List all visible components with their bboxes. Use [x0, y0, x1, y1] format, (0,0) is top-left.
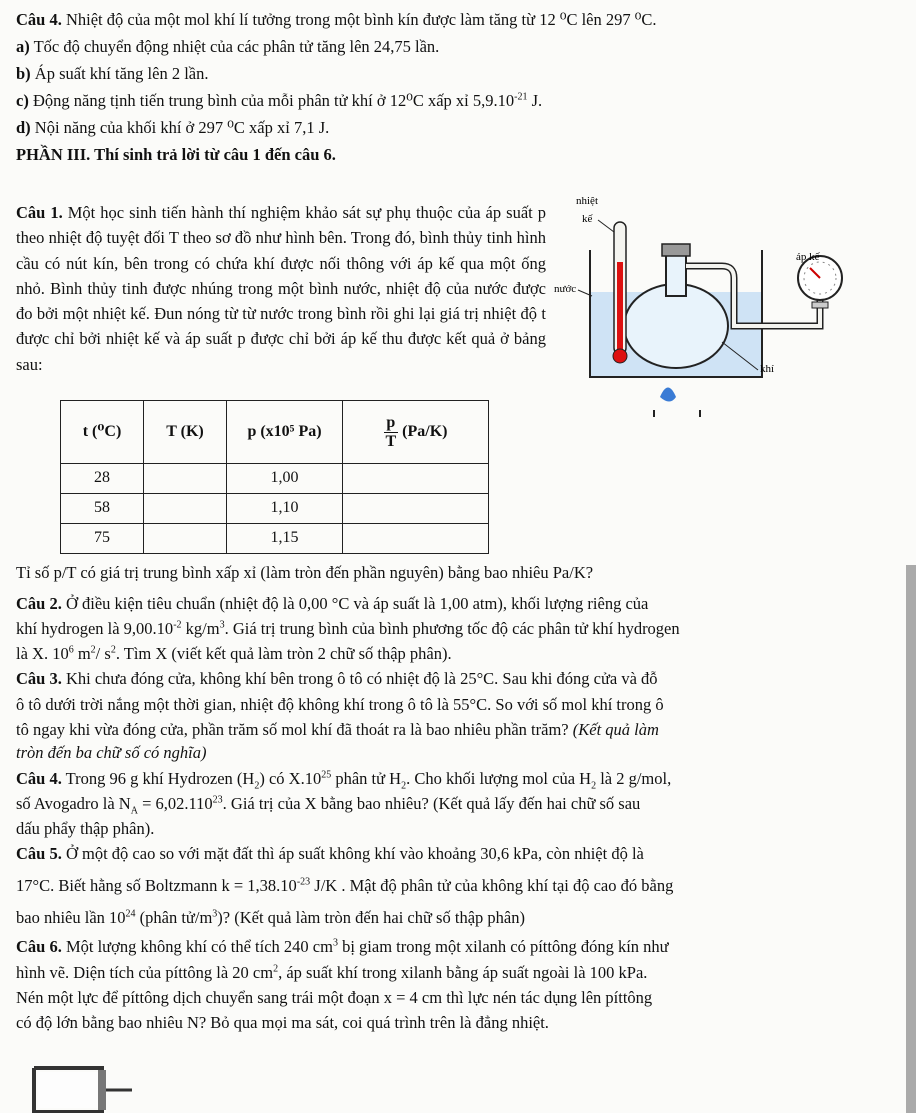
- cylinder-piston-figure: [32, 1066, 142, 1113]
- table-row: 75 1,15: [61, 524, 489, 554]
- gas-label: khí: [760, 363, 775, 375]
- data-table: [60, 400, 489, 554]
- q4-option-a: a) Tốc độ chuyển động nhiệt của các phân tử tăng lên 24,75 lần.: [16, 37, 440, 56]
- table-row: 58 1,10: [61, 494, 489, 524]
- scrollbar[interactable]: [906, 565, 916, 1113]
- q4-option-d: d) Nội năng của khối khí ở 297 ⁰C xấp xỉ 7,1 J.: [16, 118, 330, 137]
- q3-line-1: Câu 3. Khi chưa đóng cửa, không khí bên trong ô tô có nhiệt độ là 25°C. Sau khi đóng cửa và đỗ: [16, 669, 658, 688]
- section-heading: PHẦN III. Thí sinh trả lời từ câu 1 đến câu 6.: [16, 145, 336, 164]
- thermometer-label-2: kế: [582, 213, 593, 225]
- q6-line-3: Nén một lực để píttông dịch chuyển sang trái một đoạn x = 4 cm thì lực nén tác dụng lên píttông: [16, 988, 653, 1007]
- table-header-row: [61, 401, 489, 464]
- q5-line-2: 17°C. Biết hằng số Boltzmann $k = 1,38.10^{-23}$ J/K . Mật độ phân tử của không khí tại độ cao đó bằng: [16, 876, 674, 895]
- header-t: t (⁰C): [61, 401, 144, 464]
- q2-line-3: là X. $10^6$ $m^2/$ $s^2$. Tìm X (viết kết quả làm tròn 2 chữ số thập phân).: [16, 644, 452, 663]
- header-T: T (K): [144, 401, 227, 464]
- header-p: p (x10⁵ Pa): [227, 401, 343, 464]
- q4b-line-2: số Avogadro là $N_A = 6,02.110^{23}$. Giá trị của X bằng bao nhiêu? (Kết quả lấy đến hai chữ số sau: [16, 794, 641, 817]
- table-row: 28 1,00: [61, 464, 489, 494]
- q4-option-c: c) Động năng tịnh tiến trung bình của mỗi phân tử khí ở 12⁰C xấp xỉ $5,9.10^{-21}$ J.: [16, 91, 543, 110]
- q6-line-4: có độ lớn bằng bao nhiêu N? Bỏ qua mọi ma sát, coi quá trình trên là đẳng nhiệt.: [16, 1013, 549, 1032]
- q4b-line-3: dấu phẩy thập phân).: [16, 819, 155, 838]
- piston: [98, 1070, 106, 1110]
- flame-icon: [660, 388, 676, 402]
- q5-line-1: Câu 5. Ở một độ cao so với mặt đất thì áp suất không khí vào khoảng 30,6 kPa, còn nhiệt độ là: [16, 844, 644, 863]
- q4-intro: Câu 4. Nhiệt độ của một mol khí lí tưởng trong một bình kín được làm tăng từ 12 ⁰C lên 297 ⁰C.: [16, 10, 657, 29]
- gauge-label: áp kế: [796, 251, 820, 263]
- header-ratio: $\frac{p}{T}$ (Pa/K): [343, 401, 489, 464]
- q1-body: Câu 1. Một học sinh tiến hành thí nghiệm khảo sát sự phụ thuộc của áp suất p theo nhiệt độ tuyệt đối T theo sơ đồ như hình bên. Trong đó, bình thủy tinh hình cầu có nút kín, bên trong có chứa khí được nối thông với áp kế qua một ống nhỏ. Bình thủy tinh được nhúng trong một bình nước, nhiệt độ của nước được đo bởi một nhiệt kế. Đun nóng từ từ nước trong bình rồi ghi lại giá trị nhiệt độ t được chỉ bởi nhiệt kế và áp suất p được chỉ bởi áp kế thu được kết quả ở bảng sau:: [16, 203, 546, 374]
- q4-option-b: b) Áp suất khí tăng lên 2 lần.: [16, 64, 209, 83]
- experiment-diagram: [550, 192, 860, 417]
- thermometer-label-1: nhiệt: [576, 195, 598, 207]
- q5-line-3: bao nhiêu lần $10^{24}$ (phân $tử/m^3$)? (Kết quả làm tròn đến hai chữ số thập phân): [16, 908, 525, 927]
- q3-line-3: tô ngay khi vừa đóng cửa, phần trăm số mol khí đã thoát ra là bao nhiêu phần trăm? (Kết quả làm: [16, 720, 659, 739]
- q2-line-1: Câu 2. Ở điều kiện tiêu chuẩn (nhiệt độ là 0,00 °C và áp suất là 1,00 atm), khối lượng riêng của: [16, 594, 649, 613]
- q1-question: Tỉ số p/T có giá trị trung bình xấp xỉ (làm tròn đến phần nguyên) bằng bao nhiêu Pa/K?: [16, 563, 594, 582]
- q4b-line-1: Câu 4. Trong 96 g khí Hydrozen $(H_2)$ có $X.10^{25}$ phân tử $H_2$. Cho khối lượng mol của $H_2$ là 2 g/mol,: [16, 769, 672, 792]
- water-label: nước: [554, 283, 577, 295]
- flask-stopper: [662, 244, 690, 256]
- q6-line-2: hình vẽ. Diện tích của píttông là 20 $cm^2$, áp suất khí trong xilanh bằng áp suất ngoài là 100 kPa.: [16, 963, 648, 982]
- q6-line-1: Câu 6. Một lượng không khí có thể tích 240 $cm^3$ bị giam trong một xilanh có píttông đóng kín như: [16, 937, 669, 956]
- q3-line-4: tròn đến ba chữ số có nghĩa): [16, 743, 207, 762]
- q2-line-2: khí hydrogen là $9,00.10^{-2}$ $kg/m^3$. Giá trị trung bình của bình phương tốc độ các phân tử khí hydrogen: [16, 619, 680, 638]
- q3-line-2: ô tô dưới trời nắng một thời gian, nhiệt độ không khí trong ô tô là 55°C. So với số mol khí trong ô: [16, 695, 664, 714]
